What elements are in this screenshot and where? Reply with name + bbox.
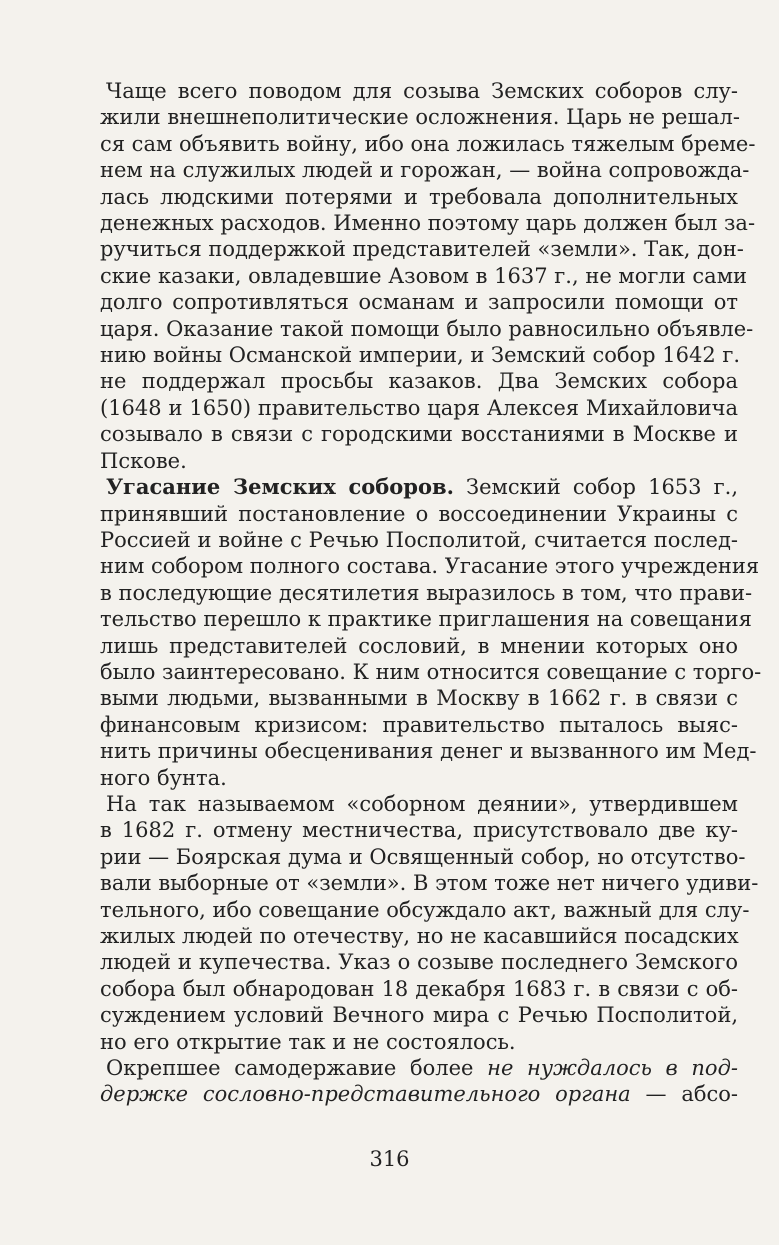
heading-line-rest: Земский собор 1653 г., bbox=[453, 475, 738, 500]
text-line: царя. Оказание такой помощи было равносильно объявле- bbox=[100, 316, 754, 341]
text-run: Окрепшее самодержавие более bbox=[106, 1056, 488, 1081]
paragraph-3 bbox=[100, 791, 759, 1055]
text-line: (1648 и 1650) правительство царя Алексея Михайловича bbox=[100, 395, 738, 420]
text-line: нем на служилых людей и горожан, — война сопровожда- bbox=[100, 158, 750, 183]
text-line: принявший постановление о воссоединении Украины с bbox=[100, 501, 738, 526]
text-line: жили внешнеполитические осложнения. Царь не решал- bbox=[100, 105, 740, 130]
italic-emphasis: держке сословно-представительного органа bbox=[100, 1082, 631, 1107]
section-heading: Угасание Земских соборов. bbox=[106, 474, 454, 500]
text-line: созывало в связи с городскими восстаниями в Москве и bbox=[100, 422, 738, 447]
paragraph-1 bbox=[100, 78, 756, 474]
text-line: не поддержал просьбы казаков. Два Земских собора bbox=[100, 369, 738, 394]
text-line: жилых людей по отечеству, но не касавшийся посадских bbox=[100, 924, 739, 948]
text-line: Россией и войне с Речью Посполитой, считается послед- bbox=[100, 527, 738, 552]
text-line: ские казаки, овладевшие Азовом в 1637 г., не могли сами bbox=[100, 263, 748, 288]
text-line: Чаще всего поводом для созыва Земских соборов слу- bbox=[106, 79, 738, 103]
text-line bbox=[100, 474, 738, 500]
text-line: На так называемом «соборном деянии», утвердившем bbox=[106, 791, 738, 816]
text-line: нию войны Османской империи, и Земский собор 1642 г. bbox=[100, 343, 741, 368]
text-line: лась людскими потерями и требовала дополнительных bbox=[100, 184, 738, 209]
paragraph-4 bbox=[100, 1055, 738, 1108]
text-line: нить причины обесценивания денег и вызванного им Мед- bbox=[100, 739, 757, 764]
italic-emphasis: не нуждалось в под- bbox=[487, 1056, 738, 1081]
text-line: лишь представителей сословий, в мнении которых оно bbox=[100, 633, 738, 658]
text-line: тельство перешло к практике приглашения на совещания bbox=[100, 607, 752, 632]
text-line: в 1682 г. отмену местничества, присутствовало две ку- bbox=[100, 818, 738, 843]
text-line: суждением условий Вечного мира с Речью Посполитой, bbox=[100, 1003, 738, 1028]
paragraph-2 bbox=[100, 474, 762, 791]
text-line bbox=[100, 1081, 738, 1107]
book-page-text bbox=[100, 78, 762, 1108]
page-number: 316 bbox=[369, 1147, 410, 1171]
text-run: — абсо- bbox=[630, 1082, 738, 1107]
text-line bbox=[100, 1055, 738, 1081]
text-line: ного бунта. bbox=[100, 765, 227, 790]
text-line: тельного, ибо совещание обсуждало акт, важный для слу- bbox=[100, 897, 750, 922]
text-line: финансовым кризисом: правительство пыталось выяс- bbox=[100, 712, 738, 737]
text-line: но его открытие так и не состоялось. bbox=[100, 1029, 516, 1054]
text-line: ним собором полного состава. Угасание этого учреждения bbox=[100, 554, 760, 579]
text-line: ся сам объявить войну, ибо она ложилась тяжелым бреме- bbox=[100, 131, 756, 156]
text-line: собора был обнародован 18 декабря 1683 г. в связи с об- bbox=[100, 976, 738, 1001]
text-line: людей и купечества. Указ о созыве последнего Земского bbox=[100, 950, 738, 975]
text-line: вали выборные от «земли». В этом тоже нет ничего удиви- bbox=[100, 871, 759, 896]
text-line: долго сопротивляться османам и запросили помощи от bbox=[100, 290, 738, 315]
text-line: было заинтересовано. К ним относится совещание с торго- bbox=[100, 659, 762, 684]
text-line: Пскове. bbox=[100, 448, 187, 473]
text-line: выми людьми, вызванными в Москву в 1662 г. в связи с bbox=[100, 686, 738, 711]
text-line: в последующие десятилетия выразилось в том, что прави- bbox=[100, 580, 753, 605]
text-line: ручиться поддержкой представителей «земли». Так, дон- bbox=[100, 237, 744, 262]
text-line: рии — Боярская дума и Освященный собор, но отсутство- bbox=[100, 844, 746, 869]
text-line: денежных расходов. Именно поэтому царь должен был за- bbox=[100, 211, 756, 236]
